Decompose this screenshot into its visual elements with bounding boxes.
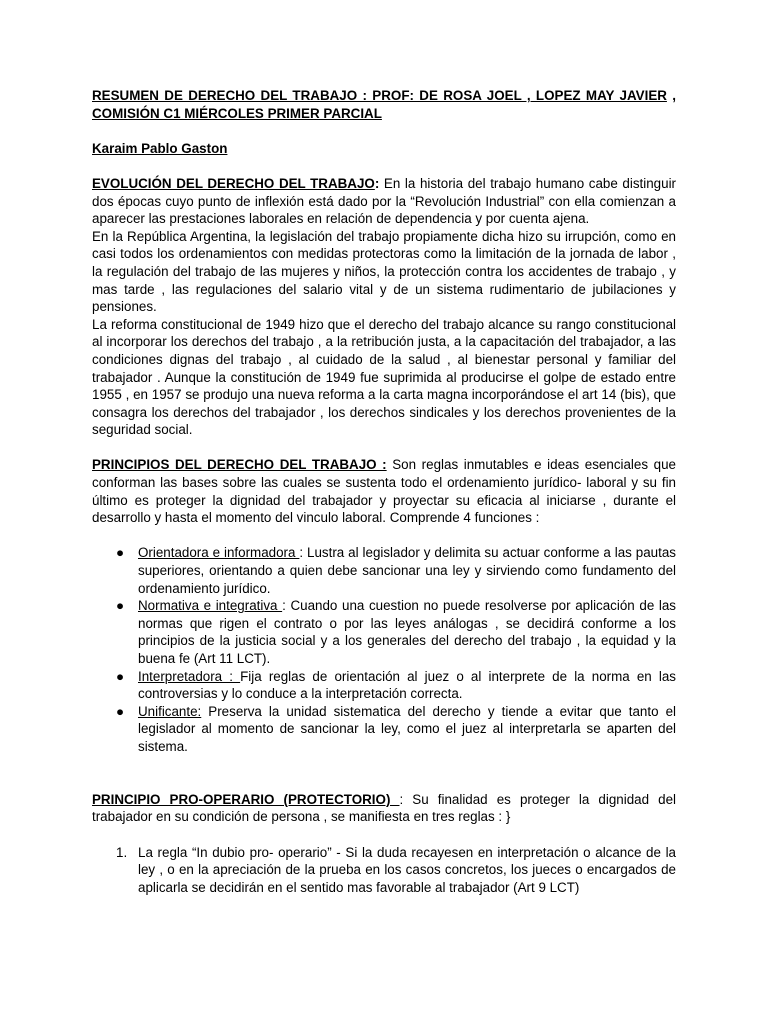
- author-line: [92, 140, 676, 158]
- title-separator: ,: [666, 88, 676, 103]
- spacer: [92, 527, 676, 545]
- pro-operario-intro: : Su finalidad es proteger la dignidad del trabajador en su condición de persona , se manifiesta en tres reglas : }: [92, 791, 676, 825]
- pro-operario-paragraph: [92, 791, 676, 826]
- principios-intro: Son reglas inmutables e ideas esenciales que conforman las bases sobre las cuales se sustenta todo el ordenamiento jurídico- laboral y su fin último es proteger la dignidad del trabajador y proyectar su eficacia al iniciarse , durante el desarrollo y hasta el momento del vinculo laboral. Comprende 4 funciones :: [92, 457, 676, 526]
- function-item: [92, 597, 676, 667]
- principios-heading: PRINCIPIOS DEL DERECHO DEL TRABAJO :: [92, 457, 387, 473]
- author-name: Karaim Pablo Gaston: [92, 140, 228, 156]
- spacer: [92, 157, 676, 175]
- evolucion-paragraph-2: En la República Argentina, la legislación del trabajo propiamente dicha hizo su irrupción, como en casi todos los ordenamientos con medidas protectoras como la limitación de la jornada de labor , la regulación del trabajo de las mujeres y niños, la protección contra los accidentes de trabajo , y mas tarde , las regulaciones del salario vital y de un sistema rudimentario de jubilaciones y pensiones.: [92, 228, 676, 315]
- evolucion-paragraph-1: [92, 175, 676, 228]
- function-text: : Cuando una cuestion no puede resolverse por aplicación de las normas que rigen el contrato o por las leyes análogas , se decidirá conforme a los principios de la justicia social y a los generales del derecho del trabajo , la equidad y la buena fe (Art 11 LCT).: [138, 598, 677, 666]
- bullet-icon: ●: [116, 703, 125, 719]
- evolucion-heading: EVOLUCIÓN DEL DERECHO DEL TRABAJO: [92, 175, 375, 191]
- function-term: Normativa e integrativa: [138, 598, 283, 614]
- function-term: Unificante:: [138, 703, 202, 719]
- function-text: Fija reglas de orientación al juez o al interprete de la norma en las controversias y lo conduce a la interpretación correcta.: [138, 668, 676, 702]
- function-term: Orientadora e informadora: [138, 545, 300, 561]
- document-body: [92, 87, 676, 896]
- rule-text: La regla “In dubio pro- operario” - Si la duda recayesen en interpretación o alcance de la ley , o en la apreciación de la prueba en los casos concretos, los jueces o encargados de aplicarla se decidirán en el sentido mas favorable al trabajador (Art 9 LCT): [138, 844, 676, 895]
- document-title: RESUMEN DE DERECHO DEL TRABAJO : PROF: DE ROSA JOEL , LOPEZ MAY JAVIER: [92, 88, 667, 103]
- principios-paragraph: [92, 456, 676, 526]
- spacer: [92, 122, 676, 140]
- commission-label: COMISIÓN C1 MIÉRCOLES PRIMER PARCIAL: [92, 105, 382, 121]
- bullet-icon: ●: [116, 668, 125, 684]
- function-term: Interpretadora :: [138, 668, 241, 684]
- rules-list: [92, 844, 676, 897]
- evolucion-text-1: En la historia del trabajo humano cabe distinguir dos épocas cuyo punto de inflexión está dado por la “Revolución Industrial” con ella comienzan a aparecer las prestaciones laborales en relación de dependencia y por cuenta ajena.: [92, 175, 677, 227]
- function-item: [92, 703, 676, 756]
- evolucion-heading-colon: :: [374, 175, 380, 191]
- functions-list: [92, 544, 676, 755]
- pro-operario-heading: PRINCIPIO PRO-OPERARIO (PROTECTORIO): [92, 791, 400, 807]
- function-item: [92, 668, 676, 703]
- evolucion-paragraph-3: La reforma constitucional de 1949 hizo que el derecho del trabajo alcance su rango constitucional al incorporar los derechos del trabajo , a la retribución justa, a la capacitación del trabajador, a las condiciones dignas del trabajo , al cuidado de la salud , al bienestar personal y familiar del trabajador . Aunque la constitución de 1949 fue suprimida al producirse el golpe de estado entre 1955 , en 1957 se produjo una nueva reforma a la carta magna incorporándose el art 14 (bis), que consagra los derechos del trabajador , los derechos sindicales y los derechos provenientes de la seguridad social.: [92, 316, 676, 438]
- bullet-icon: ●: [116, 598, 125, 614]
- spacer: [92, 439, 676, 457]
- rule-number: 1.: [116, 844, 128, 860]
- document-header: [92, 87, 676, 122]
- spacer: [92, 756, 676, 774]
- spacer: [92, 773, 676, 791]
- function-text: Preserva la unidad sistematica del derecho y tiende a evitar que tanto el legislador al momento de sancionar la ley, como el juez al interpretarla se aparten del sistema.: [138, 703, 676, 754]
- bullet-icon: ●: [116, 545, 125, 561]
- function-item: [92, 544, 676, 597]
- rule-item: [92, 844, 676, 897]
- function-text: : Lustra al legislador y delimita su actuar conforme a las pautas superiores, orientando a quien debe sancionar una ley y sirviendo como fundamento del ordenamiento jurídico.: [138, 545, 676, 596]
- spacer: [92, 826, 676, 844]
